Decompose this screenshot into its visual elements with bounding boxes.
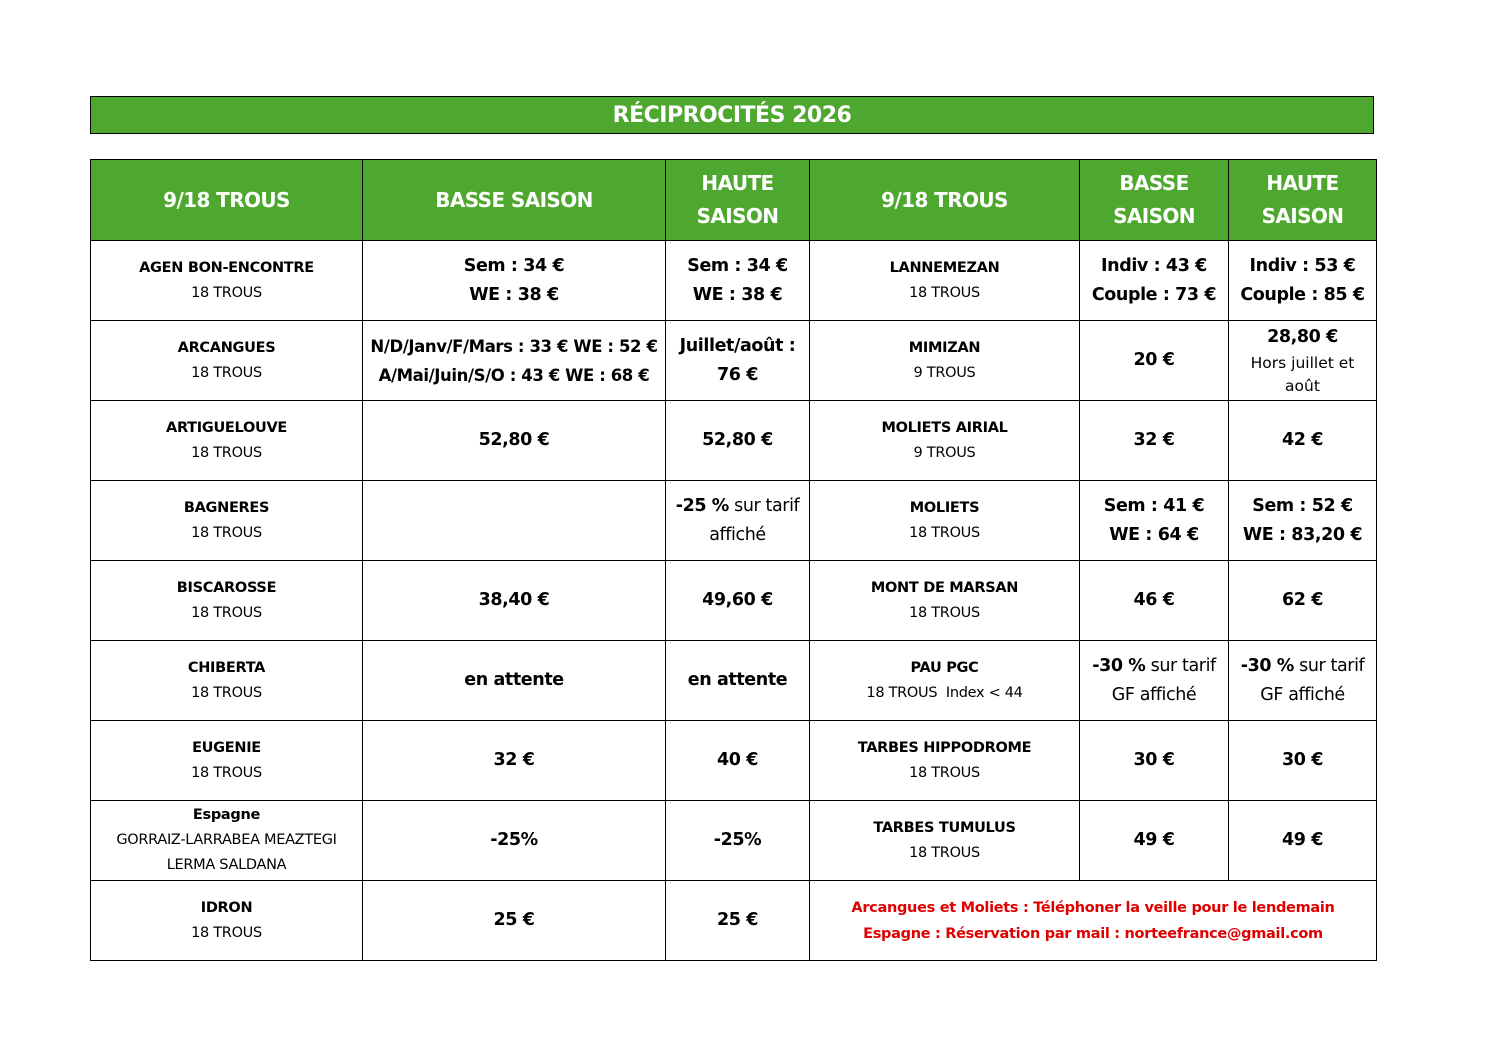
price-value: A/Mai/Juin/S/O : 43 € WE : 68 €: [378, 365, 650, 385]
price-value: WE : 38 €: [692, 284, 783, 305]
price-value: -30 %: [1240, 655, 1294, 676]
course-name: PAU PGC: [910, 659, 979, 676]
haute-price-cell: [666, 801, 810, 881]
haute-price-cell: [1229, 801, 1377, 881]
price-value: -25%: [713, 830, 762, 850]
basse-price-cell: [1080, 641, 1229, 721]
course-cell: [810, 721, 1080, 801]
price-value: en attente: [464, 670, 564, 690]
haute-price-cell: [666, 721, 810, 801]
table-row: [91, 801, 1377, 881]
basse-price-cell: [363, 721, 666, 801]
table-row: [91, 641, 1377, 721]
price-value: WE : 64 €: [1109, 524, 1199, 545]
haute-price-cell: [666, 641, 810, 721]
course-cell: [810, 241, 1080, 321]
basse-price-cell: [363, 321, 666, 401]
basse-price-cell: [363, 881, 666, 961]
header-label: SAISON: [696, 204, 779, 228]
price-value: -30 %: [1092, 655, 1146, 676]
header-left-haute: [666, 160, 810, 241]
course-cell: [91, 801, 363, 881]
price-value: 28,80 €: [1267, 327, 1338, 347]
haute-price-cell: [666, 881, 810, 961]
price-value: Indiv : 53 €: [1249, 255, 1356, 276]
price-value: 25 €: [716, 910, 759, 930]
basse-price-cell: [363, 801, 666, 881]
table-row: [91, 401, 1377, 481]
header-left-course: 9/18 TROUS: [91, 160, 363, 241]
header-right-course: 9/18 TROUS: [810, 160, 1080, 241]
course-holes: 18 TROUS: [909, 284, 980, 301]
basse-price-cell: [1080, 561, 1229, 641]
cell-text: [1084, 652, 1224, 681]
haute-price-cell: [1229, 481, 1377, 561]
basse-price-cell: [363, 561, 666, 641]
price-value: sur tarif: [1293, 655, 1365, 676]
header-right-haute: [1229, 160, 1377, 241]
price-value: -25 %: [675, 495, 729, 516]
course-name: MOLIETS: [909, 499, 980, 516]
header-label: BASSE: [1119, 171, 1189, 195]
course-cell: [91, 241, 363, 321]
course-cell: [810, 561, 1080, 641]
course-name: BAGNERES: [183, 499, 270, 516]
basse-price-cell: [1080, 721, 1229, 801]
price-value: sur tarif: [728, 495, 800, 516]
course-cell: [91, 401, 363, 481]
header-label: SAISON: [1113, 204, 1195, 228]
table-row: [91, 481, 1377, 561]
course-holes: 18 TROUS: [909, 844, 980, 861]
price-value: 42 €: [1281, 430, 1324, 450]
price-value: Couple : 73 €: [1091, 284, 1217, 305]
price-value: 20 €: [1133, 350, 1175, 370]
table-row: [91, 321, 1377, 401]
basse-price-cell: [363, 481, 666, 561]
price-value: 49 €: [1133, 830, 1175, 850]
haute-price-cell: [1229, 561, 1377, 641]
course-name: ARCANGUES: [177, 339, 276, 356]
price-value: WE : 83,20 €: [1242, 524, 1363, 545]
course-holes: 18 TROUS: [191, 764, 262, 781]
course-cell: [91, 641, 363, 721]
price-value: sur tarif: [1145, 655, 1216, 676]
reciprocity-table: [90, 159, 1377, 961]
price-value: affiché: [709, 524, 766, 545]
course-holes: 18 TROUS: [909, 604, 980, 621]
header-left-basse: BASSE SAISON: [363, 160, 666, 241]
price-value: 52,80 €: [702, 430, 773, 450]
table-row: [91, 721, 1377, 801]
course-holes: LERMA SALDANA: [166, 857, 287, 873]
basse-price-cell: [1080, 481, 1229, 561]
course-holes: 9 TROUS: [913, 364, 976, 381]
haute-price-cell: [666, 561, 810, 641]
price-value: 52,80 €: [478, 430, 550, 450]
course-cell: [91, 321, 363, 401]
table-row: [91, 561, 1377, 641]
course-name: MOLIETS AIRIAL: [881, 419, 1008, 436]
basse-price-cell: [1080, 801, 1229, 881]
course-holes: 18 TROUS: [909, 764, 980, 781]
price-value: Indiv : 43 €: [1101, 255, 1207, 276]
price-value: Sem : 41 €: [1103, 495, 1205, 516]
course-name: MONT DE MARSAN: [870, 579, 1019, 596]
haute-price-cell: [666, 241, 810, 321]
price-value: 49 €: [1281, 830, 1324, 850]
course-name: CHIBERTA: [187, 659, 266, 676]
header-label: HAUTE: [701, 171, 774, 195]
price-value: 32 €: [1133, 430, 1175, 450]
basse-price-cell: [1080, 321, 1229, 401]
haute-price-cell: [1229, 721, 1377, 801]
haute-price-cell: [1229, 401, 1377, 481]
course-name: TARBES HIPPODROME: [857, 739, 1032, 756]
course-name: Espagne: [192, 807, 261, 823]
note-email: Espagne : Réservation par mail : norteefrance@gmail.com: [863, 925, 1323, 942]
haute-price-cell: [1229, 321, 1377, 401]
haute-price-cell: [666, 321, 810, 401]
basse-price-cell: [363, 401, 666, 481]
price-value: GF affiché: [1111, 684, 1197, 705]
cell-text: [670, 492, 805, 521]
price-value: 49,60 €: [702, 590, 773, 610]
course-cell: [91, 481, 363, 561]
course-cell: [91, 881, 363, 961]
course-name: IDRON: [200, 899, 253, 916]
course-holes: 18 TROUS: [191, 364, 262, 381]
course-name: EUGENIE: [192, 739, 261, 756]
course-holes: 18 TROUS: [191, 444, 262, 461]
basse-price-cell: [1080, 241, 1229, 321]
price-value: Sem : 34 €: [463, 255, 565, 276]
price-value: 32 €: [493, 750, 535, 770]
course-name: ARTIGUELOUVE: [166, 419, 287, 436]
price-value: 46 €: [1133, 590, 1175, 610]
course-cell: [810, 641, 1080, 721]
course-cell: [810, 321, 1080, 401]
price-value: 30 €: [1281, 750, 1324, 770]
price-value: 38,40 €: [478, 590, 550, 610]
price-value: -25%: [490, 830, 538, 850]
price-value: en attente: [687, 670, 788, 690]
table-row: [91, 881, 1377, 961]
course-name: AGEN BON-ENCONTRE: [139, 259, 314, 276]
header-row: [91, 160, 1377, 241]
basse-price-cell: [1080, 401, 1229, 481]
price-value: 40 €: [716, 750, 759, 770]
price-value: Couple : 85 €: [1240, 284, 1365, 305]
course-holes: 18 TROUS: [191, 524, 262, 541]
price-value: N/D/Janv/F/Mars : 33 € WE : 52 €: [370, 336, 658, 356]
course-holes: 18 TROUS Index < 44: [866, 684, 1023, 701]
price-value: 30 €: [1133, 750, 1175, 770]
course-cell: [810, 401, 1080, 481]
course-name: LANNEMEZAN: [889, 259, 1000, 276]
notes-cell: [810, 881, 1377, 961]
course-holes: GORRAIZ-LARRABEA MEAZTEGI: [116, 832, 337, 848]
course-cell: [91, 721, 363, 801]
price-value: Sem : 34 €: [687, 255, 788, 276]
course-holes: 18 TROUS: [191, 924, 262, 941]
price-value: 25 €: [493, 910, 535, 930]
cell-text: [1233, 652, 1372, 681]
table-row: [91, 241, 1377, 321]
header-label: SAISON: [1261, 204, 1344, 228]
basse-price-cell: [363, 241, 666, 321]
basse-price-cell: [363, 641, 666, 721]
course-holes: 18 TROUS: [909, 524, 980, 541]
course-cell: [810, 481, 1080, 561]
header-right-basse: [1080, 160, 1229, 241]
page-title: RÉCIPROCITÉS 2026: [90, 96, 1374, 134]
course-cell: [810, 801, 1080, 881]
haute-price-cell: [666, 401, 810, 481]
haute-price-cell: [1229, 641, 1377, 721]
header-label: HAUTE: [1266, 171, 1339, 195]
price-value: Juillet/août :: [679, 335, 796, 356]
price-value: Sem : 52 €: [1252, 495, 1353, 516]
price-value: WE : 38 €: [469, 284, 559, 305]
note-phone: Arcangues et Moliets : Téléphoner la veille pour le lendemain: [851, 899, 1335, 916]
price-value: août: [1285, 377, 1320, 395]
course-holes: 9 TROUS: [913, 444, 976, 461]
haute-price-cell: [1229, 241, 1377, 321]
course-holes: 18 TROUS: [191, 604, 262, 621]
haute-price-cell: [666, 481, 810, 561]
price-value: GF affiché: [1260, 684, 1345, 705]
course-holes: 18 TROUS: [191, 684, 262, 701]
course-cell: [91, 561, 363, 641]
course-name: MIMIZAN: [908, 339, 981, 356]
price-value: 62 €: [1281, 590, 1324, 610]
course-name: TARBES TUMULUS: [873, 819, 1016, 836]
course-holes: 18 TROUS: [191, 284, 262, 301]
price-value: 76 €: [716, 364, 759, 385]
course-name: BISCAROSSE: [176, 579, 277, 596]
price-value: Hors juillet et: [1250, 354, 1355, 372]
